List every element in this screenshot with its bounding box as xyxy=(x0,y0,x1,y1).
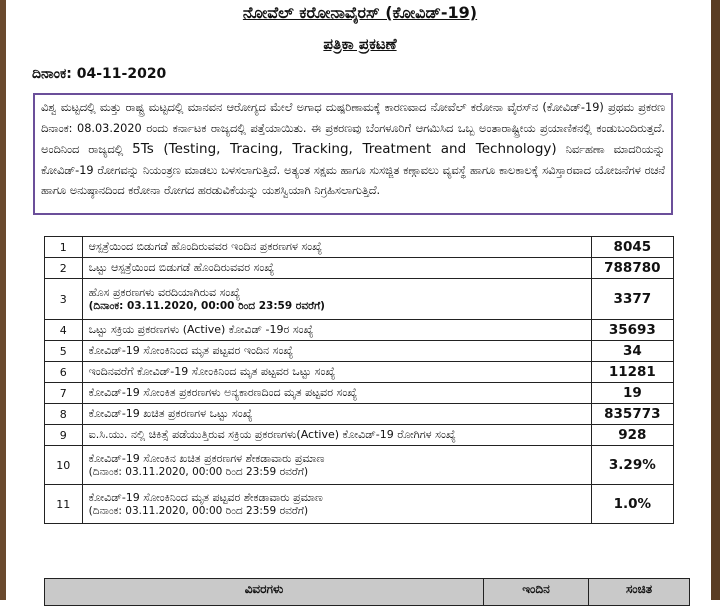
date-label: ದಿನಾಂಕ: 04-11-2020 xyxy=(32,66,167,82)
row-description-cell xyxy=(82,446,591,485)
row-number: 8 xyxy=(45,404,83,425)
row-number: 11 xyxy=(45,485,83,524)
row-value: 3377 xyxy=(591,279,673,320)
row-date-range: (ದಿನಾಂಕ: 03.11.2020, 00:00 ರಿಂದ 23:59 ರವರೆಗೆ) xyxy=(88,504,309,517)
row-value: 35693 xyxy=(591,320,673,341)
row-date-range: (ದಿನಾಂಕ: 03.11.2020, 00:00 ರಿಂದ 23:59 ರವರೆಗೆ) xyxy=(88,465,309,478)
page-title: ನೋವೆಲ್ ಕರೋನಾವೈರಸ್ (ಕೋವಿಡ್-19) xyxy=(242,3,478,22)
row-value: 835773 xyxy=(591,404,673,425)
table-row xyxy=(45,446,674,485)
page-edge-right xyxy=(711,0,720,600)
page-subtitle: ಪತ್ರಿಕಾ ಪ್ರಕಟಣೆ xyxy=(323,35,397,53)
row-value: 8045 xyxy=(591,237,673,258)
row-number: 2 xyxy=(45,258,83,279)
row-number: 3 xyxy=(45,279,83,320)
table-row xyxy=(45,383,674,404)
details-table-header xyxy=(44,578,690,606)
row-value: 788780 xyxy=(591,258,673,279)
row-value: 11281 xyxy=(591,362,673,383)
row-description: ಕೋವಿಡ್-19 ಸೋಂಕಿನಿಂದ ಮೃತ ಪಟ್ಟವರ ಶೇಕಡಾವಾರು ಪ್ರಮಾಣ xyxy=(88,490,323,504)
row-value: 34 xyxy=(591,341,673,362)
table-row xyxy=(45,485,674,524)
row-description: ಒಟ್ಟು ಆಸ್ಪತ್ರೆಯಿಂದ ಬಿಡುಗಡೆ ಹೊಂದಿರುವವರ ಸಂಖ್ಯೆ xyxy=(82,258,591,279)
row-number: 7 xyxy=(45,383,83,404)
page-edge-left xyxy=(0,0,6,600)
row-description-cell xyxy=(82,279,591,320)
header-row xyxy=(45,579,690,606)
intro-paragraph xyxy=(33,93,673,215)
table-row xyxy=(45,258,674,279)
row-number: 9 xyxy=(45,425,83,446)
row-description: ಕೋವಿಡ್-19 ಸೋಂಕಿನಿಂದ ಮೃತ ಪಟ್ಟವರ ಇಂದಿನ ಸಂಖ್ಯೆ xyxy=(82,341,591,362)
intro-text-part1: ವಿಶ್ವ ಮಟ್ಟದಲ್ಲಿ ಮತ್ತು ರಾಷ್ಟ್ರ ಮಟ್ಟದಲ್ಲಿ ಮಾನವನ ಆರೋಗ್ಯದ ಮೇಲೆ ಅಗಾಧ ದುಷ್ಪರಿಣಾಮಕ್ಕೆ ಕಾರಣವಾದ ನೋವೆಲ್ ಕರೋನಾ ವೈರಸ್‌ನ (ಕೋವಿಡ್-19) ಪ್ರಥಮ ಪ್ರಕರಣ ದಿನಾಂಕ: 08.03.2020 ರಂದು ಕರ್ನಾಟಕ ರಾಜ್ಯದಲ್ಲಿ ಪತ್ತೆಯಾಯಿತು. ಈ ಪ್ರಕರಣವು ಬೆಂಗಳೂರಿಗೆ ಆಗಮಿಸಿದ ಒಬ್ಬ ಅಂತಾರಾಷ್ಟ್ರೀಯ ಪ್ರಯಾಣಿಕನಲ್ಲಿ ಕಂಡುಬಂದಿರುತ್ತದೆ. ಅಂದಿನಿಂದ ರಾಜ್ಯದಲ್ಲಿ xyxy=(41,101,665,156)
row-description: ಕೋವಿಡ್-19 ಸೋಂಕಿತ ಪ್ರಕರಣಗಳು ಅನ್ಯಕಾರಣದಿಂದ ಮೃತ ಪಟ್ಟವರ ಸಂಖ್ಯೆ xyxy=(82,383,591,404)
table-row xyxy=(45,425,674,446)
row-description: ಒಟ್ಟು ಸಕ್ರಿಯ ಪ್ರಕರಣಗಳು (Active) ಕೋವಿಡ್ -19ರ ಸಂಖ್ಯೆ xyxy=(82,320,591,341)
row-description-cell xyxy=(82,485,591,524)
row-number: 6 xyxy=(45,362,83,383)
row-value: 1.0% xyxy=(591,485,673,524)
row-date-range: (ದಿನಾಂಕ: 03.11.2020, 00:00 ರಿಂದ 23:59 ರವರೆಗೆ) xyxy=(88,299,325,312)
row-value: 928 xyxy=(591,425,673,446)
row-value: 19 xyxy=(591,383,673,404)
row-number: 5 xyxy=(45,341,83,362)
table-row xyxy=(45,237,674,258)
table-row xyxy=(45,341,674,362)
row-description: ಆಸ್ಪತ್ರೆಯಿಂದ ಬಿಡುಗಡೆ ಹೊಂದಿರುವವರ ಇಂದಿನ ಪ್ರಕರಣಗಳ ಸಂಖ್ಯೆ xyxy=(82,237,591,258)
row-description: ಇಂದಿನವರೆಗೆ ಕೋವಿಡ್-19 ಸೋಂಕಿನಿಂದ ಮೃತ ಪಟ್ಟವರ ಒಟ್ಟು ಸಂಖ್ಯೆ xyxy=(82,362,591,383)
row-number: 1 xyxy=(45,237,83,258)
header-today: ಇಂದಿನ xyxy=(484,579,589,606)
stats-table xyxy=(44,236,674,524)
table-row xyxy=(45,404,674,425)
intro-text-part3: ನಿರ್ವಹಣಾ ಮಾದರಿಯನ್ನು ಕೋವಿಡ್-19 ರೋಗವನ್ನು ನಿಯಂತ್ರಣ ಮಾಡಲು ಬಳಸಲಾಗುತ್ತಿದೆ. ಅತ್ಯಂತ ಸಕ್ಷಮ ಹಾಗೂ ಸುಸಜ್ಜಿತ ಕಣ್ಗಾವಲು ವ್ಯವಸ್ಥೆ ಹಾಗೂ ಕಾಲಕಾಲಕ್ಕೆ ಸವಿಸ್ತಾರವಾದ ಯೋಜನೆಗಳ ರಚನೆ ಹಾಗೂ ಅನುಷ್ಠಾನದಿಂದ ಕರೋನಾ ರೋಗದ ಹರಡುವಿಕೆಯನ್ನು ಯಶಸ್ವಿಯಾಗಿ ನಿಗ್ರಹಿಸಲಾಗುತ್ತಿದೆ. xyxy=(41,143,666,197)
row-number: 10 xyxy=(45,446,83,485)
row-description: ಕೋವಿಡ್-19 ಖಚಿತ ಪ್ರಕರಣಗಳ ಒಟ್ಟು ಸಂಖ್ಯೆ xyxy=(82,404,591,425)
table-row xyxy=(45,320,674,341)
header-details: ವಿವರಗಳು xyxy=(45,579,484,606)
table-row xyxy=(45,362,674,383)
intro-text-5ts: 5Ts (Testing, Tracing, Tracking, Treatment and Technology) xyxy=(132,141,557,157)
row-description: ಕೋವಿಡ್-19 ಸೋಂಕಿನ ಖಚಿತ ಪ್ರಕರಣಗಳ ಶೇಕಡಾವಾರು ಪ್ರಮಾಣ xyxy=(88,451,325,465)
row-number: 4 xyxy=(45,320,83,341)
row-description: ಹೊಸ ಪ್ರಕರಣಗಳು ವರದಿಯಾಗಿರುವ ಸಂಖ್ಯೆ xyxy=(88,285,241,299)
header-cumulative: ಸಂಚಿತ xyxy=(589,579,690,606)
table-row xyxy=(45,279,674,320)
row-description: ಐ.ಸಿ.ಯು. ನಲ್ಲಿ ಚಿಕಿತ್ಸೆ ಪಡೆಯುತ್ತಿರುವ ಸಕ್ರಿಯ ಪ್ರಕರಣಗಳು(Active) ಕೋವಿಡ್-19 ರೋಗಿಗಳ ಸಂಖ್ಯೆ xyxy=(82,425,591,446)
row-value: 3.29% xyxy=(591,446,673,485)
